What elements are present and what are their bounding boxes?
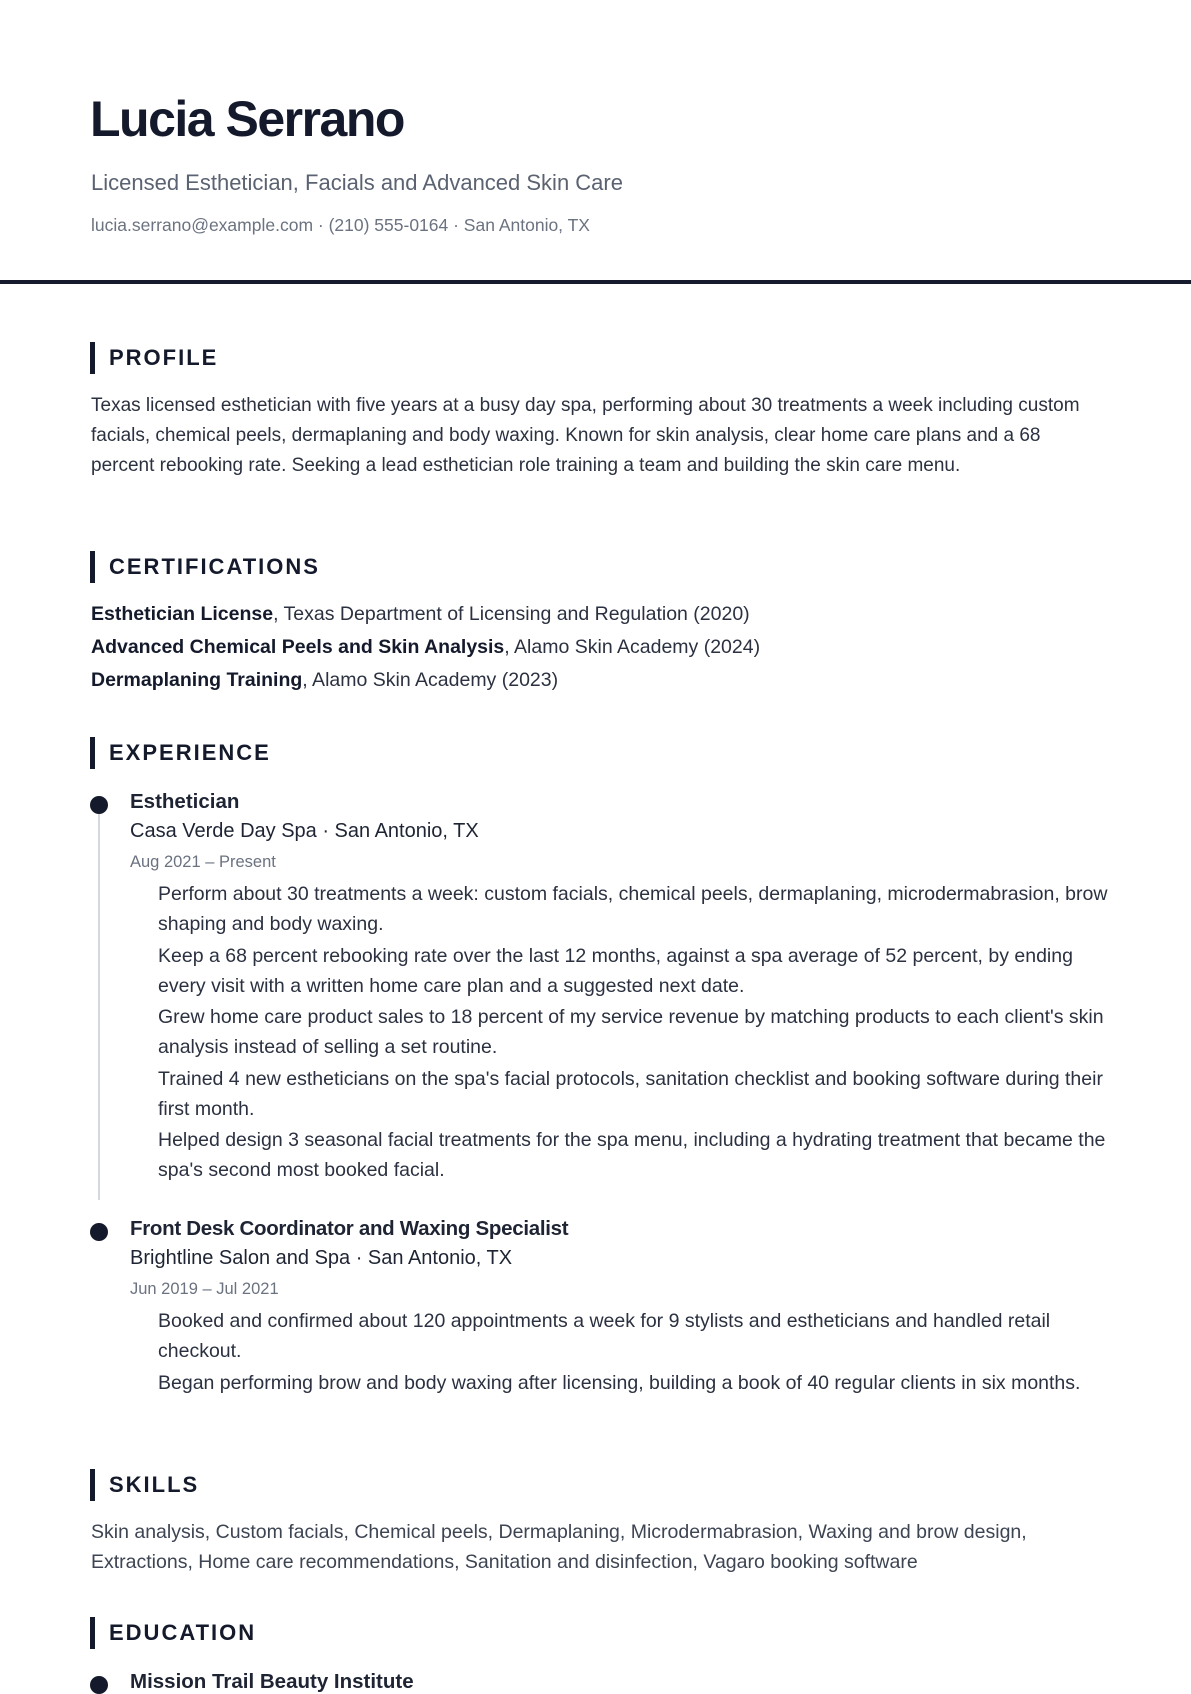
- certification-item: [91, 603, 750, 626]
- job-organization: Casa Verde Day Spa · San Antonio, TX: [130, 820, 479, 842]
- certification-item: [91, 669, 558, 692]
- section-heading-experience: EXPERIENCE: [90, 737, 271, 769]
- profile-summary: Texas licensed esthetician with five years at a busy day spa, performing about 30 treatments a week including custom facials, chemical peels, dermaplaning and body waxing. Known for skin analysis, clear home care plans and a 68 percent rebooking rate. Seeking a lead esthetician role training a team and building the skin care menu.: [91, 395, 1080, 476]
- list-item: Trained 4 new estheticians on the spa's facial protocols, sanitation checklist and booking software during their first month.: [158, 1067, 1103, 1120]
- certification-name: Dermaplaning Training: [91, 669, 303, 691]
- certification-name: Advanced Chemical Peels and Skin Analysis: [91, 636, 505, 658]
- certification-detail: , Alamo Skin Academy (2023): [302, 669, 559, 691]
- job-bullets: [158, 1306, 1108, 1399]
- certification-detail: , Texas Department of Licensing and Regulation (2020): [273, 603, 750, 625]
- list-item: Began performing brow and body waxing after licensing, building a book of 40 regular clients in six months.: [158, 1371, 1081, 1394]
- candidate-tagline: Licensed Esthetician, Facials and Advanced Skin Care: [91, 170, 623, 195]
- certification-detail: , Alamo Skin Academy (2024): [504, 636, 761, 658]
- section-heading-certifications: CERTIFICATIONS: [90, 551, 320, 583]
- candidate-name: Lucia Serrano: [90, 91, 404, 147]
- list-item: Helped design 3 seasonal facial treatments for the spa menu, including a hydrating treatment that became the spa's second most booked facial.: [158, 1129, 1106, 1181]
- job-title: Front Desk Coordinator and Waxing Specialist: [130, 1217, 569, 1240]
- job-organization: Brightline Salon and Spa · San Antonio, TX: [130, 1247, 513, 1269]
- list-item: Booked and confirmed about 120 appointments a week for 9 stylists and estheticians and handled retail checkout.: [158, 1310, 1051, 1362]
- job-title: Esthetician: [130, 790, 240, 813]
- timeline-line: [98, 805, 100, 1200]
- list-item: Grew home care product sales to 18 percent of my service revenue by matching products to each client's skin analysis instead of selling a set routine.: [158, 1006, 1104, 1058]
- job-dates: Aug 2021 – Present: [130, 853, 276, 871]
- list-item: Keep a 68 percent rebooking rate over the last 12 months, against a spa average of 52 percent, by ending every visit with a written home care plan and a suggested next date.: [158, 944, 1073, 997]
- timeline-dot: [90, 1223, 108, 1241]
- job-dates: Jun 2019 – Jul 2021: [130, 1280, 279, 1298]
- list-item: Perform about 30 treatments a week: custom facials, chemical peels, dermaplaning, microdermabrasion, brow shaping and body waxing.: [158, 883, 1108, 935]
- section-heading-profile: PROFILE: [90, 342, 218, 374]
- contact-line: lucia.serrano@example.com · (210) 555-0164 · San Antonio, TX: [91, 215, 590, 235]
- timeline-dot: [90, 796, 108, 814]
- resume-header: [0, 0, 1191, 284]
- timeline-dot: [90, 1676, 108, 1694]
- job-bullets: [158, 879, 1108, 1187]
- certification-item: [91, 636, 760, 659]
- certification-name: Esthetician License: [91, 603, 274, 625]
- skills-list: Skin analysis, Custom facials, Chemical peels, Dermaplaning, Microdermabrasion, Waxing and brow design, Extractions, Home care recommendations, Sanitation and disinfection, Vagaro booking software: [91, 1521, 1027, 1573]
- education-school: Mission Trail Beauty Institute: [130, 1670, 414, 1693]
- section-heading-education: EDUCATION: [90, 1617, 256, 1649]
- section-heading-skills: SKILLS: [90, 1469, 199, 1501]
